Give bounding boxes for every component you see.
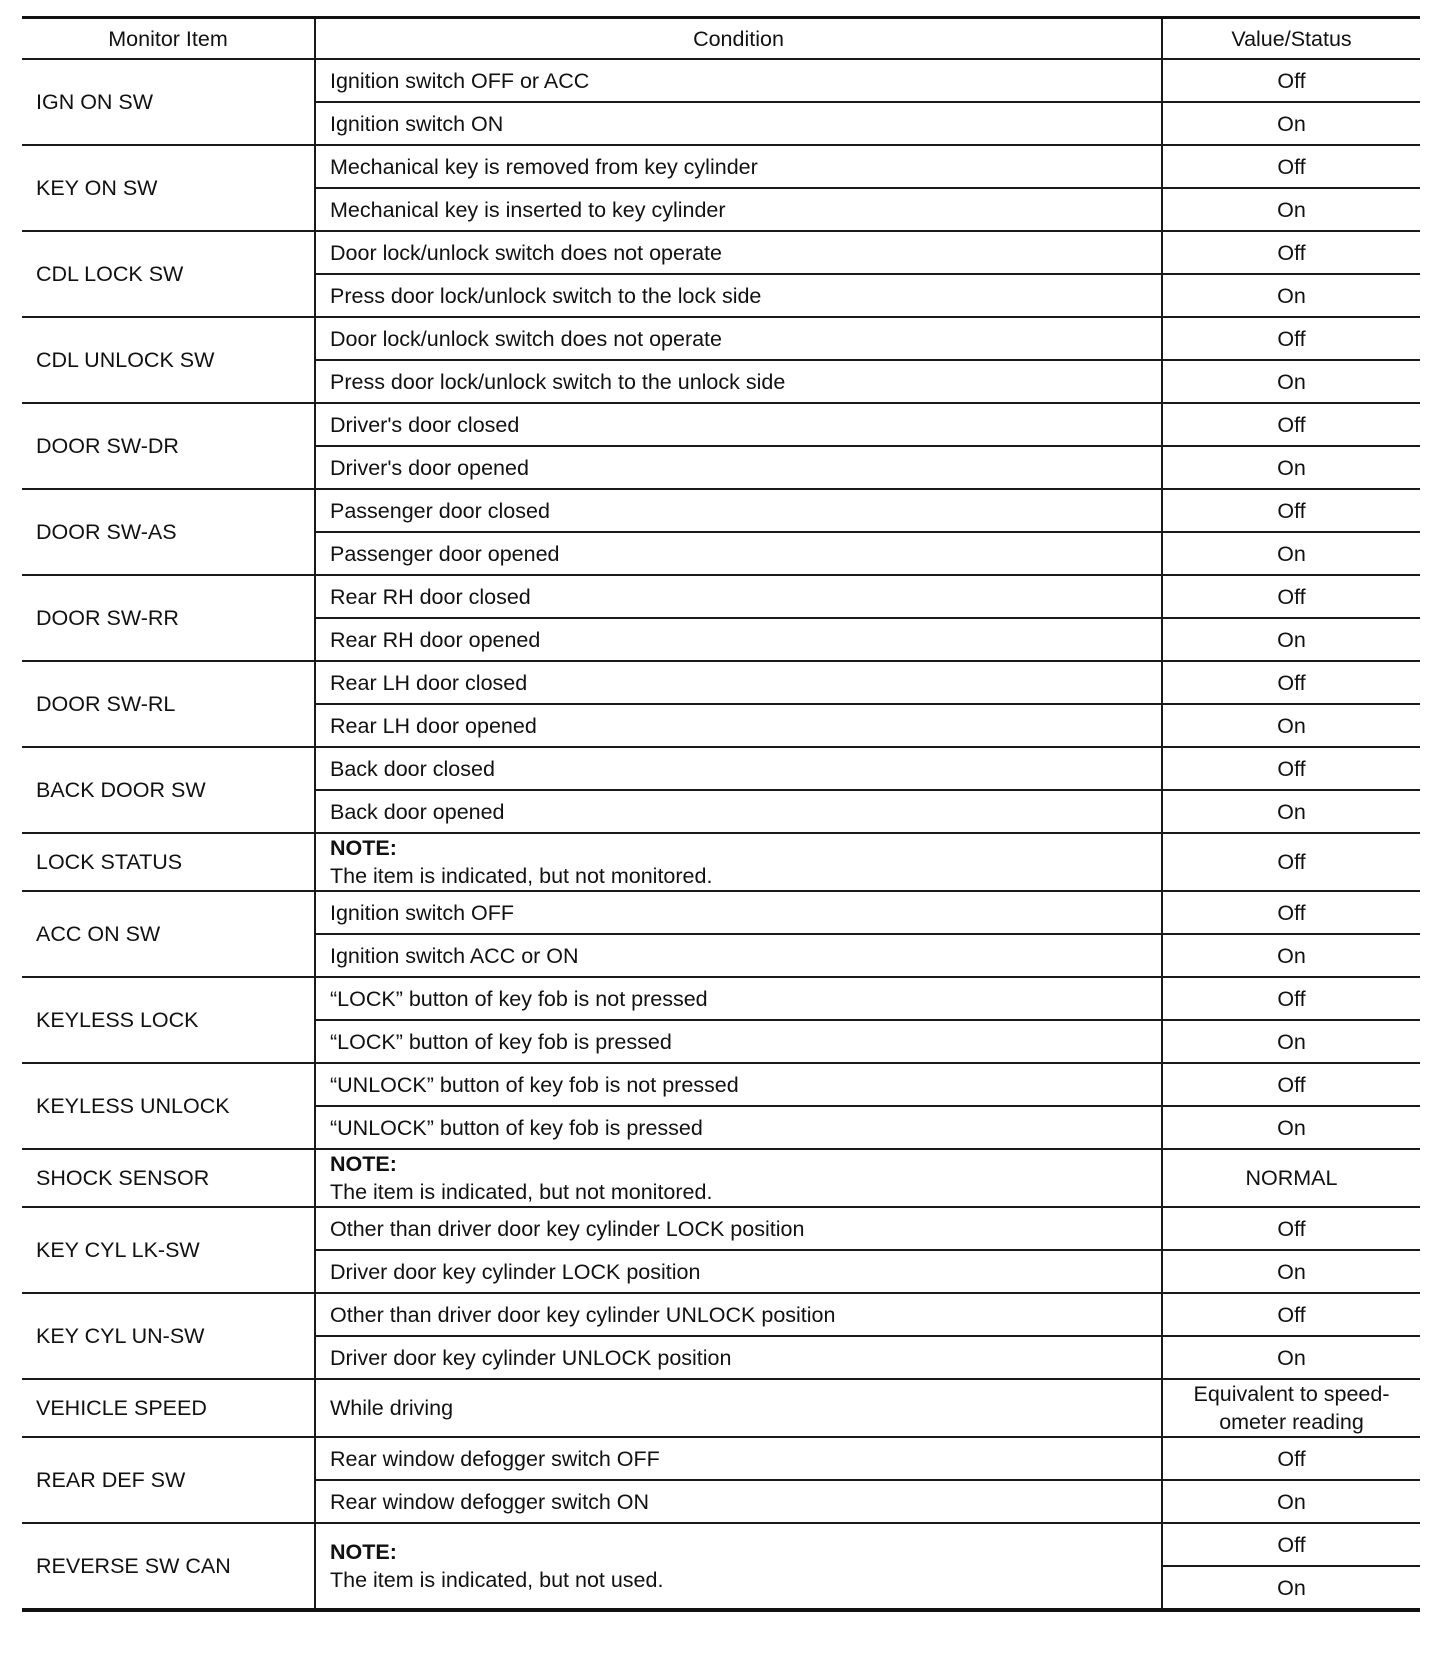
value-cell: On	[1162, 1020, 1420, 1063]
value-cell	[1162, 1379, 1420, 1437]
note-label: NOTE:	[330, 836, 397, 860]
monitor-item: DOOR SW-RL	[22, 661, 315, 747]
condition-cell: Other than driver door key cylinder LOCK position	[315, 1207, 1162, 1250]
value-cell: Off	[1162, 747, 1420, 790]
monitor-item: IGN ON SW	[22, 59, 315, 145]
condition-cell: Mechanical key is removed from key cylinder	[315, 145, 1162, 188]
table-row	[22, 1437, 1420, 1480]
value-cell: On	[1162, 1480, 1420, 1523]
table-header-row	[22, 18, 1420, 60]
condition-cell: Rear window defogger switch OFF	[315, 1437, 1162, 1480]
value-cell: On	[1162, 274, 1420, 317]
value-cell: On	[1162, 1250, 1420, 1293]
condition-cell: Ignition switch OFF or ACC	[315, 59, 1162, 102]
monitor-item: KEYLESS LOCK	[22, 977, 315, 1063]
value-cell: On	[1162, 360, 1420, 403]
condition-cell: Driver door key cylinder UNLOCK position	[315, 1336, 1162, 1379]
condition-cell: “LOCK” button of key fob is not pressed	[315, 977, 1162, 1020]
condition-cell: Rear LH door closed	[315, 661, 1162, 704]
value-cell: On	[1162, 102, 1420, 145]
condition-cell: “UNLOCK” button of key fob is not pressed	[315, 1063, 1162, 1106]
value-cell: Off	[1162, 403, 1420, 446]
note-text: The item is indicated, but not used.	[330, 1568, 664, 1592]
value-cell: On	[1162, 532, 1420, 575]
table-row	[22, 59, 1420, 102]
table-row	[22, 1207, 1420, 1250]
condition-cell: Press door lock/unlock switch to the unlock side	[315, 360, 1162, 403]
monitor-item: ACC ON SW	[22, 891, 315, 977]
table-row	[22, 747, 1420, 790]
value-cell: Off	[1162, 891, 1420, 934]
condition-cell: While driving	[315, 1379, 1162, 1437]
table-row	[22, 317, 1420, 360]
monitor-item: DOOR SW-AS	[22, 489, 315, 575]
table-row	[22, 833, 1420, 891]
value-cell: On	[1162, 446, 1420, 489]
condition-cell: Rear LH door opened	[315, 704, 1162, 747]
value-line: Equivalent to speed-	[1193, 1382, 1390, 1406]
monitor-item: SHOCK SENSOR	[22, 1149, 315, 1207]
value-cell: NORMAL	[1162, 1149, 1420, 1207]
condition-note-cell	[315, 833, 1162, 891]
condition-cell: Press door lock/unlock switch to the lock side	[315, 274, 1162, 317]
note-text: The item is indicated, but not monitored.	[330, 1180, 713, 1204]
value-cell: Off	[1162, 231, 1420, 274]
value-cell: Off	[1162, 1293, 1420, 1336]
value-cell: On	[1162, 704, 1420, 747]
condition-cell: Door lock/unlock switch does not operate	[315, 231, 1162, 274]
value-cell: Off	[1162, 317, 1420, 360]
table-row	[22, 977, 1420, 1020]
monitor-item-table	[22, 16, 1420, 1612]
condition-cell: Other than driver door key cylinder UNLOCK position	[315, 1293, 1162, 1336]
value-cell: Off	[1162, 833, 1420, 891]
value-cell: On	[1162, 188, 1420, 231]
value-cell: Off	[1162, 1523, 1420, 1566]
value-cell: Off	[1162, 575, 1420, 618]
table-row	[22, 489, 1420, 532]
header-value-status: Value/Status	[1162, 18, 1420, 60]
condition-cell: Passenger door closed	[315, 489, 1162, 532]
condition-cell: Ignition switch ACC or ON	[315, 934, 1162, 977]
monitor-item: KEY CYL UN-SW	[22, 1293, 315, 1379]
monitor-item: CDL LOCK SW	[22, 231, 315, 317]
monitor-item: VEHICLE SPEED	[22, 1379, 315, 1437]
condition-note-cell	[315, 1523, 1162, 1610]
value-line: ometer reading	[1219, 1410, 1364, 1434]
value-cell: On	[1162, 934, 1420, 977]
value-cell: On	[1162, 1336, 1420, 1379]
table-row	[22, 1379, 1420, 1437]
condition-cell: Rear RH door opened	[315, 618, 1162, 661]
value-cell: Off	[1162, 1207, 1420, 1250]
value-cell: Off	[1162, 977, 1420, 1020]
monitor-item: REVERSE SW CAN	[22, 1523, 315, 1610]
table-row	[22, 1149, 1420, 1207]
condition-cell: Rear window defogger switch ON	[315, 1480, 1162, 1523]
monitor-item: BACK DOOR SW	[22, 747, 315, 833]
value-cell: On	[1162, 618, 1420, 661]
note-label: NOTE:	[330, 1540, 397, 1564]
table-row	[22, 891, 1420, 934]
condition-cell: Ignition switch ON	[315, 102, 1162, 145]
monitor-table-page	[22, 16, 1420, 1612]
monitor-item: REAR DEF SW	[22, 1437, 315, 1523]
header-condition: Condition	[315, 18, 1162, 60]
monitor-item: KEY ON SW	[22, 145, 315, 231]
condition-cell: Back door opened	[315, 790, 1162, 833]
table-row	[22, 661, 1420, 704]
note-label: NOTE:	[330, 1152, 397, 1176]
value-cell: On	[1162, 1566, 1420, 1610]
condition-cell: “LOCK” button of key fob is pressed	[315, 1020, 1162, 1063]
condition-cell: Door lock/unlock switch does not operate	[315, 317, 1162, 360]
value-cell: On	[1162, 1106, 1420, 1149]
condition-cell: Back door closed	[315, 747, 1162, 790]
condition-cell: Driver door key cylinder LOCK position	[315, 1250, 1162, 1293]
monitor-item: CDL UNLOCK SW	[22, 317, 315, 403]
note-text: The item is indicated, but not monitored.	[330, 864, 713, 888]
table-row	[22, 403, 1420, 446]
table-row	[22, 1293, 1420, 1336]
condition-cell: Ignition switch OFF	[315, 891, 1162, 934]
monitor-item: KEYLESS UNLOCK	[22, 1063, 315, 1149]
table-row	[22, 575, 1420, 618]
monitor-item: DOOR SW-RR	[22, 575, 315, 661]
value-cell: Off	[1162, 59, 1420, 102]
table-row	[22, 145, 1420, 188]
header-monitor-item: Monitor Item	[22, 18, 315, 60]
value-cell: Off	[1162, 1437, 1420, 1480]
condition-cell: Driver's door opened	[315, 446, 1162, 489]
condition-cell: Driver's door closed	[315, 403, 1162, 446]
condition-cell: Passenger door opened	[315, 532, 1162, 575]
value-cell: Off	[1162, 1063, 1420, 1106]
value-cell: Off	[1162, 661, 1420, 704]
table-row	[22, 231, 1420, 274]
monitor-item: DOOR SW-DR	[22, 403, 315, 489]
value-cell: On	[1162, 790, 1420, 833]
monitor-item: KEY CYL LK-SW	[22, 1207, 315, 1293]
condition-cell: Rear RH door closed	[315, 575, 1162, 618]
table-row	[22, 1523, 1420, 1566]
table-row	[22, 1063, 1420, 1106]
value-cell: Off	[1162, 489, 1420, 532]
value-cell: Off	[1162, 145, 1420, 188]
condition-note-cell	[315, 1149, 1162, 1207]
monitor-item: LOCK STATUS	[22, 833, 315, 891]
condition-cell: “UNLOCK” button of key fob is pressed	[315, 1106, 1162, 1149]
condition-cell: Mechanical key is inserted to key cylinder	[315, 188, 1162, 231]
